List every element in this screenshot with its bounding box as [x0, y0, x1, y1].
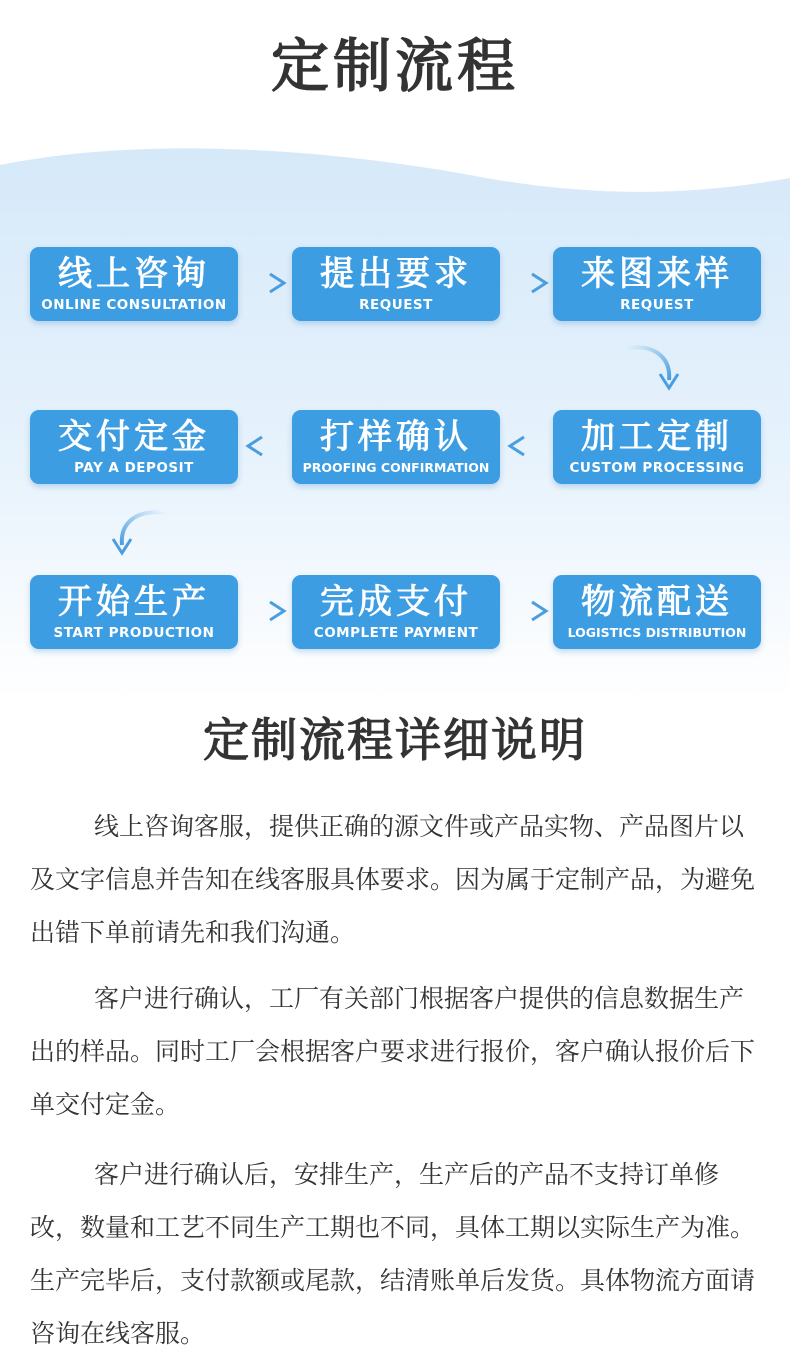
arrow-right-icon: [506, 270, 550, 296]
page-title: 定制流程: [270, 32, 519, 100]
step-label-zh: 加工定制: [581, 417, 733, 457]
step-label-en: PAY A DEPOSIT: [74, 460, 194, 476]
step-logistics-distribution: [553, 575, 761, 649]
step-label-en: LOGISTICS DISTRIBUTION: [567, 625, 747, 640]
step-label-zh: 提出要求: [320, 254, 472, 294]
step-label-zh: 开始生产: [58, 582, 210, 622]
step-label-zh: 来图来样: [581, 254, 733, 294]
step-label-en: START PRODUCTION: [53, 625, 215, 641]
details-paragraph: 线上咨询客服，提供正确的源文件或产品实物、产品图片以及文字信息并告知在线客服具体要求。因为属于定制产品，为避免出错下单前请先和我们沟通。: [30, 812, 756, 947]
details-paragraph: 客户进行确认后，安排生产，生产后的产品不支持订单修改，数量和工艺不同生产工期也不同，具体工期以实际生产为准。生产完毕后，支付款额或尾款，结清账单后发货。具体物流方面请咨询在线客服。: [30, 1160, 756, 1348]
step-send-sample: [553, 247, 761, 321]
arrow-down-icon: [625, 340, 685, 394]
arrow-left-icon: [506, 433, 550, 459]
step-label-en: PROOFING CONFIRMATION: [302, 460, 490, 475]
step-label-zh: 打样确认: [320, 417, 472, 457]
step-proofing-confirmation: [292, 410, 500, 484]
step-label-en: CUSTOM PROCESSING: [569, 460, 745, 476]
step-request: [292, 247, 500, 321]
step-pay-deposit: [30, 410, 238, 484]
step-label-zh: 交付定金: [58, 417, 210, 457]
details-title: 定制流程详细说明: [203, 713, 587, 767]
arrow-down-icon: [100, 505, 168, 559]
step-label-en: REQUEST: [359, 297, 433, 313]
step-online-consultation: [30, 247, 238, 321]
step-start-production: [30, 575, 238, 649]
arrow-left-icon: [244, 433, 288, 459]
step-label-zh: 完成支付: [320, 582, 472, 622]
step-label-en: COMPLETE PAYMENT: [313, 625, 479, 641]
step-label-en: ONLINE CONSULTATION: [41, 297, 227, 313]
step-label-zh: 物流配送: [581, 582, 733, 622]
step-custom-processing: [553, 410, 761, 484]
step-label-en: REQUEST: [620, 297, 694, 313]
step-label-zh: 线上咨询: [58, 254, 210, 294]
details-paragraph: 客户进行确认，工厂有关部门根据客户提供的信息数据生产出的样品。同时工厂会根据客户要求进行报价，客户确认报价后下单交付定金。: [30, 984, 756, 1119]
arrow-right-icon: [506, 598, 550, 624]
arrow-right-icon: [244, 598, 288, 624]
step-complete-payment: [292, 575, 500, 649]
arrow-right-icon: [244, 270, 288, 296]
